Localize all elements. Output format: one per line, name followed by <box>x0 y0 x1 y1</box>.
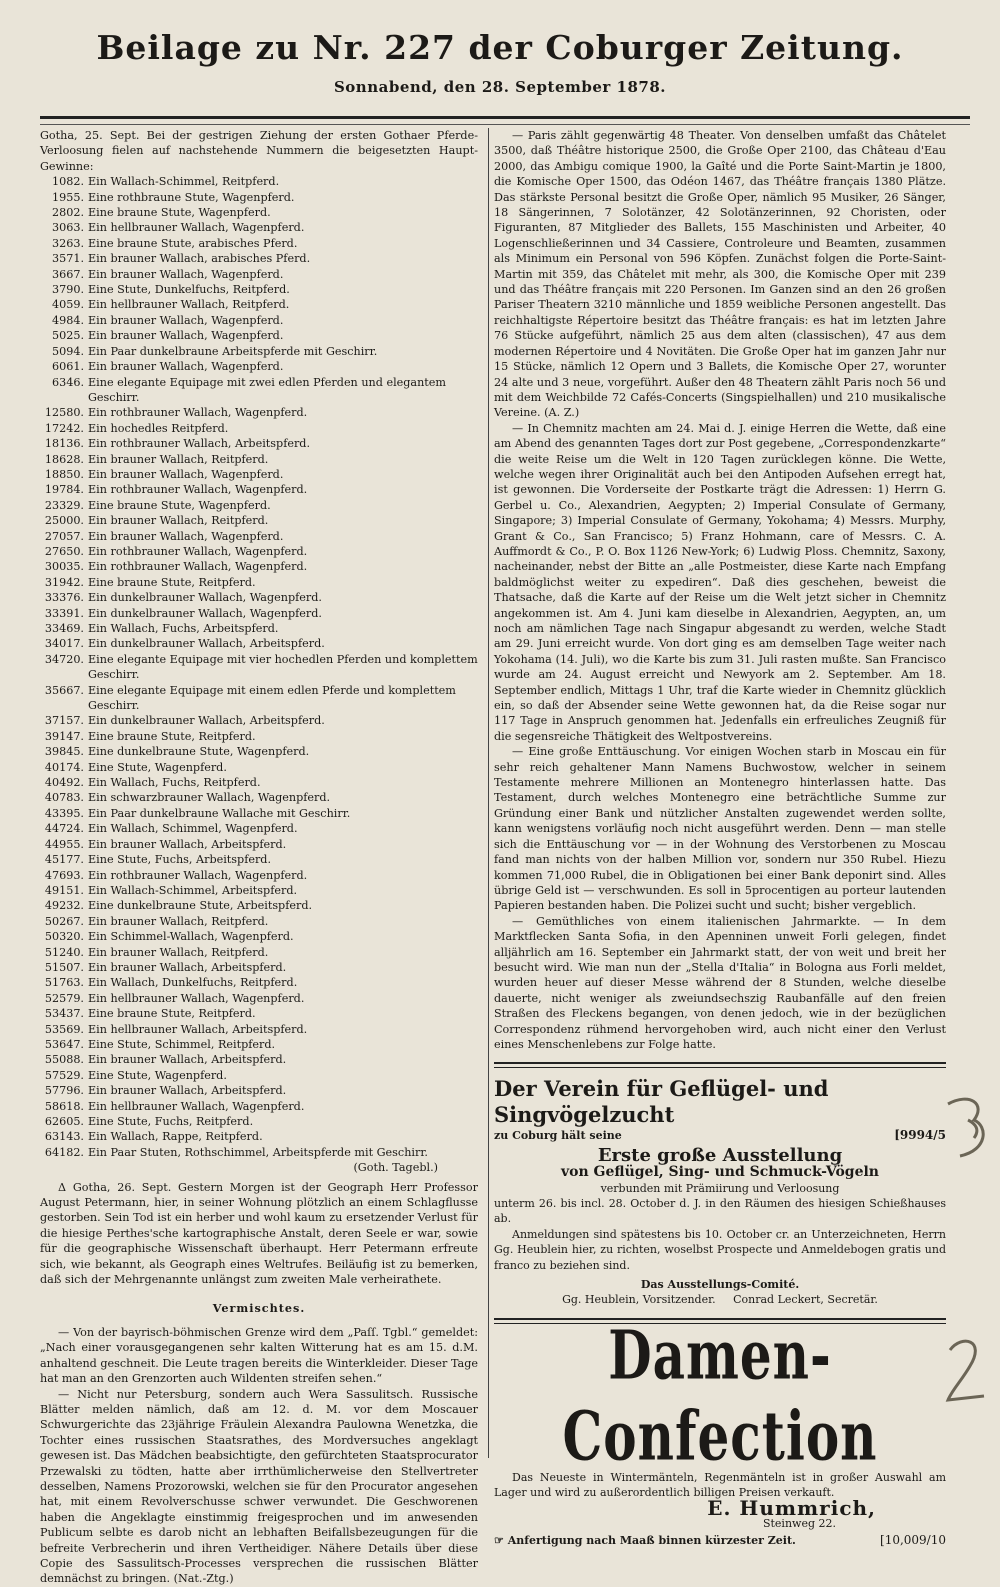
lottery-number: 2802. <box>51 206 84 220</box>
lottery-number: 17242. <box>44 421 84 435</box>
lottery-item <box>40 744 478 759</box>
lottery-number: 35667. <box>44 683 84 697</box>
lottery-number: 49151. <box>44 883 84 897</box>
lottery-prize: Ein brauner Wallach, Wagenpferd. <box>88 267 284 281</box>
article-italien-jahrmarkt: — Gemüthliches von einem italienischen Jahrmarkte. — In dem Marktflecken Santa Sofia, in den Apenninen unweit Forli gelegen, findet alljährlich am 16. September ein Jahrmarkt statt, der von weit und breit her besucht wird. Wie man nun der „Stella d'Italia“ in Bologna aus Forli meldet, wurden heuer auf dieser Messe während der 8 Stunden, welche dieselbe dauerte, nicht weniger als zweiundsechszig Raubanfälle auf den freien Straßen des Fleckens begangen, von denen jedoch, wie in der bezüglichen Correspondenz rühmend hervorgehoben wird, auch nicht einer den Verlust eines Menschenlebens zur Folge hatte. <box>494 914 946 1051</box>
ad-gefluegel-subhead: von Geflügel, Sing- und Schmuck-Vögeln <box>561 1164 879 1181</box>
ad-gefluegel-code: [9994/5 <box>894 1128 946 1143</box>
lottery-prize: Ein Wallach-Schimmel, Arbeitspferd. <box>88 883 298 897</box>
lottery-prize: Eine Stute, Fuchs, Arbeitspferd. <box>88 853 272 867</box>
lottery-prize: Ein brauner Wallach, Arbeitspferd. <box>88 1084 287 1098</box>
lottery-item <box>40 760 478 775</box>
lottery-prize: Ein brauner Wallach, Arbeitspferd. <box>88 1053 287 1067</box>
lottery-item <box>40 452 478 467</box>
lottery-number: 6061. <box>51 360 84 374</box>
lottery-item <box>40 636 478 651</box>
lottery-item <box>40 1083 478 1098</box>
lottery-item <box>40 236 478 251</box>
ad-gefluegel-sign: Das Ausstellungs-Comité. <box>640 1278 800 1292</box>
lottery-number: 3571. <box>51 252 84 266</box>
lottery-prize: Ein brauner Wallach, Wagenpferd. <box>88 313 284 327</box>
lottery-prize: Eine Stute, Fuchs, Reitpferd. <box>88 1115 254 1128</box>
lottery-item <box>40 790 478 805</box>
lottery-number: 3063. <box>51 221 84 235</box>
lottery-prize: Eine braune Stute, Wagenpferd. <box>88 206 271 220</box>
lottery-prize: Ein Paar dunkelbraune Arbeitspferde mit Geschirr. <box>88 344 378 358</box>
lottery-prize: Ein rothbrauner Wallach, Wagenpferd. <box>88 868 308 882</box>
right-column <box>494 128 946 1549</box>
lottery-item <box>40 945 478 960</box>
article-paris-theater: — Paris zählt gegenwärtig 48 Theater. Von denselben umfaßt das Châtelet 3500, daß Théâtre historique 2500, die Große Oper 2100, das Château d'Eau 2000, das Ambigu comique 1900, la Gaîté und die Porte Saint-Martin je 1800, die Komische Oper 1500, das Odéon 1467, das Théâtre français 1380 Plätze. Das stärkste Personal besitzt die Große Oper, nämlich 95 Musiker, 26 Sänger, 18 Sängerinnen, 7 Solotänzer, 42 Solotänzerinnen, 92 Choristen, oder Figuranten, 87 Mitglieder des Ballets, 155 Maschinisten und Arbeiter, 40 Logenschließerinnen und 34 Cassiere, Controleure und Beamten, zusammen als Minimum ein Personal von 596 Köpfen. Zunächst folgen die Porte-Saint-Martin mit 359, das Châtelet mit mehr, als 300, die Komische Oper mit 239 und das Théâtre français mit 220 Personen. Im Ganzen sind an den 26 großen Pariser Theatern 3210 männliche und 1859 weibliche Personen angestellt. Das reichhaltigste Répertoire besitzt das Théâtre français: es hat im letzten Jahre 76 Stücke aufgeführt, nämlich 25 aus dem alten (classischen), 47 aus dem modernen Répertoire und 4 Novitäten. Die Große Oper hat im ganzen Jahr nur 15 Stücke, nämlich 12 Opern und 3 Ballets, die Komische Oper 27, worunter 24 alte und 3 neue, vorgeführt. Außer den 48 Theatern zählt Paris noch 56 und mit dem Weichbilde 72 Cafés-Concerts (Singspielhallen) und 210 musikalische Vereine. (A. Z.) <box>494 129 946 420</box>
lottery-item <box>40 575 478 590</box>
lottery-item <box>40 467 478 482</box>
lottery-number: 34017. <box>44 637 84 651</box>
lottery-item <box>40 313 478 328</box>
lottery-item <box>40 898 478 913</box>
column-divider <box>488 128 489 1458</box>
lottery-item <box>40 482 478 497</box>
lottery-number: 52579. <box>44 991 84 1005</box>
lottery-item <box>40 1022 478 1037</box>
lottery-prize: Ein rothbrauner Wallach, Wagenpferd. <box>88 483 308 497</box>
lottery-number: 33391. <box>44 606 84 620</box>
lottery-item <box>40 544 478 559</box>
pencil-mark-top <box>940 1090 996 1170</box>
lottery-number: 50320. <box>44 930 84 944</box>
lottery-number: 64182. <box>44 1145 84 1159</box>
lottery-item <box>40 190 478 205</box>
ad-gefluegel-line3: unterm 26. bis incl. 28. October d. J. in den Räumen des hiesigen Schießhauses ab. <box>494 1197 946 1226</box>
lottery-number: 62605. <box>44 1115 84 1128</box>
lottery-number: 33469. <box>44 622 84 635</box>
lottery-prize: Ein Wallach, Schimmel, Wagenpferd. <box>88 822 298 836</box>
lottery-item <box>40 1099 478 1114</box>
ad-damen-address: Steinweg 22. <box>762 1517 836 1531</box>
ad-gefluegel-line2: verbunden mit Prämiirung und Verloosung <box>600 1181 840 1195</box>
lottery-number: 39845. <box>44 745 84 759</box>
ad-gefluegel-title: Der Verein für Geflügel- und Singvögelzucht <box>494 1076 829 1128</box>
ad-rule-1 <box>494 1062 946 1068</box>
lottery-number: 57796. <box>44 1084 84 1098</box>
lottery-item <box>40 297 478 312</box>
lottery-item <box>40 868 478 883</box>
lottery-prize: Ein Paar Stuten, Rothschimmel, Arbeitspferde mit Geschirr. <box>88 1145 428 1159</box>
lottery-item <box>40 1114 478 1129</box>
lottery-number: 40783. <box>44 791 84 805</box>
lottery-number: 53569. <box>44 1022 84 1036</box>
lottery-prize: Eine elegante Equipage mit vier hochedlen Pferden und komplettem Geschirr. <box>88 652 478 682</box>
lottery-item <box>40 174 478 189</box>
lottery-prize: Eine braune Stute, arabisches Pferd. <box>88 236 298 250</box>
lottery-prize: Eine dunkelbraune Stute, Wagenpferd. <box>88 745 310 759</box>
lottery-number: 40492. <box>44 776 84 790</box>
lottery-number: 31942. <box>44 575 84 589</box>
lottery-prize: Ein Wallach, Fuchs, Reitpferd. <box>88 776 261 790</box>
lottery-number: 1082. <box>51 175 84 189</box>
lottery-number: 45177. <box>44 853 84 867</box>
lottery-prize: Eine rothbraune Stute, Wagenpferd. <box>88 190 295 204</box>
ad-gefluegel-headline: Erste große Ausstellung <box>597 1144 843 1166</box>
lottery-item <box>40 775 478 790</box>
lottery-number: 63143. <box>44 1130 84 1144</box>
lottery-number: 12580. <box>44 406 84 420</box>
ad-damen-confection <box>494 1314 946 1549</box>
lottery-number: 51763. <box>44 976 84 990</box>
lottery-item <box>40 405 478 420</box>
lottery-item <box>40 559 478 574</box>
lottery-number: 5025. <box>51 329 84 343</box>
lottery-item <box>40 1052 478 1067</box>
lottery-item <box>40 1006 478 1021</box>
lottery-number: 1955. <box>51 190 84 204</box>
ad-damen-text: Das Neueste in Wintermänteln, Regenmänteln ist in großer Auswahl am Lager und wird zu außerordentlich billigen Preisen verkauft. <box>494 1470 946 1500</box>
lottery-prize: Ein brauner Wallach, Wagenpferd. <box>88 529 284 543</box>
lottery-prize: Ein rothbrauner Wallach, Arbeitspferd. <box>88 437 311 451</box>
section-heading-vermischtes: Vermischtes. <box>212 1301 306 1316</box>
lottery-number: 55088. <box>44 1053 84 1067</box>
lottery-item <box>40 821 478 836</box>
lottery-prize: Ein dunkelbrauner Wallach, Wagenpferd. <box>88 591 322 605</box>
lottery-prize: Ein brauner Wallach, arabisches Pferd. <box>88 252 311 266</box>
lottery-item <box>40 606 478 621</box>
ad-gefluegel-names: Gg. Heublein, Vorsitzender. Conrad Leckert, Secretär. <box>562 1293 878 1307</box>
lottery-number: 50267. <box>44 914 84 928</box>
masthead-rule <box>40 116 970 125</box>
lottery-number: 43395. <box>44 806 84 820</box>
lottery-prize: Ein Schimmel-Wallach, Wagenpferd. <box>88 930 294 944</box>
lottery-prize: Eine elegante Equipage mit zwei edlen Pferden und elegantem Geschirr. <box>88 375 447 404</box>
lottery-number: 18136. <box>44 437 84 451</box>
lottery-number: 30035. <box>44 560 84 574</box>
lottery-number: 6346. <box>51 375 84 389</box>
masthead-date: Sonnabend, den 28. September 1878. <box>333 78 667 96</box>
lottery-number: 49232. <box>44 899 84 913</box>
article-grenze: — Von der bayrisch-böhmischen Grenze wird dem „Paſſ. Tgbl.“ gemeldet: „Nach einer vorausgegangenen sehr kalten Witterung hat es am 15. d.M. anhaltend geschneit. Die Leute tragen bereits die Winterkleider. Dieser Tage hat man an den Grenzorten auch Wildenten streifen sehen.“ <box>40 1325 478 1386</box>
lottery-prize: Eine braune Stute, Wagenpferd. <box>88 498 271 512</box>
lottery-number: 51507. <box>44 960 84 974</box>
lottery-prize: Eine elegante Equipage mit einem edlen Pferde und komplettem Geschirr. <box>88 683 456 713</box>
lottery-prize: Ein Wallach-Schimmel, Reitpferd. <box>88 175 280 189</box>
lottery-item <box>40 421 478 436</box>
lottery-prize: Ein rothbrauner Wallach, Wagenpferd. <box>88 560 308 574</box>
left-column <box>40 128 478 1587</box>
lottery-number: 51240. <box>44 945 84 959</box>
lottery-item <box>40 205 478 220</box>
lottery-item <box>40 883 478 898</box>
lottery-prize: Eine Stute, Dunkelfuchs, Reitpferd. <box>88 283 290 297</box>
lottery-intro: Gotha, 25. Sept. Bei der gestrigen Ziehung der ersten Gothaer Pferde-Verloosung fielen auf nachstehende Nummern die beigesetzten Haupt-Gewinne: <box>40 129 478 173</box>
lottery-prize: Ein dunkelbrauner Wallach, Arbeitspferd. <box>88 714 325 728</box>
ad-damen-title: Damen-Confection <box>562 1314 878 1476</box>
lottery-prize: Ein Wallach, Fuchs, Arbeitspferd. <box>88 622 279 635</box>
lottery-prize: Eine braune Stute, Reitpferd. <box>88 729 256 743</box>
lottery-number: 18850. <box>44 467 84 481</box>
lottery-item <box>40 220 478 235</box>
lottery-number: 58618. <box>44 1099 84 1113</box>
pencil-mark-bottom <box>940 1330 996 1410</box>
lottery-prize: Eine Stute, Wagenpferd. <box>88 1068 227 1082</box>
lottery-number: 44724. <box>44 822 84 836</box>
lottery-prize: Ein hellbrauner Wallach, Arbeitspferd. <box>88 1022 308 1036</box>
lottery-number: 4059. <box>51 298 84 312</box>
lottery-number: 27057. <box>44 529 84 543</box>
lottery-number: 40174. <box>44 760 84 774</box>
lottery-prize: Ein brauner Wallach, Reitpferd. <box>88 452 269 466</box>
lottery-prize: Ein brauner Wallach, Wagenpferd. <box>88 360 284 374</box>
lottery-item <box>40 251 478 266</box>
lottery-number: 3667. <box>51 267 84 281</box>
lottery-number: 37157. <box>44 714 84 728</box>
ad-gefluegel <box>494 1076 946 1307</box>
lottery-prize: Ein hellbrauner Wallach, Wagenpferd. <box>88 221 305 235</box>
ad-gefluegel-line1 <box>494 1128 946 1143</box>
lottery-number: 3263. <box>51 236 84 250</box>
lottery-prize: Ein hellbrauner Wallach, Wagenpferd. <box>88 991 305 1005</box>
ad-gefluegel-intro: zu Coburg hält seine <box>494 1129 622 1143</box>
lottery-item <box>40 929 478 944</box>
lottery-number: 34720. <box>44 652 84 666</box>
lottery-item <box>40 914 478 929</box>
lottery-prize: Ein hellbrauner Wallach, Wagenpferd. <box>88 1099 305 1113</box>
lottery-prize: Eine braune Stute, Reitpferd. <box>88 575 256 589</box>
lottery-item <box>40 1068 478 1083</box>
lottery-item <box>40 359 478 374</box>
lottery-number: 18628. <box>44 452 84 466</box>
ad-damen-firm: E. Hummrich, <box>707 1495 876 1520</box>
lottery-item <box>40 852 478 867</box>
lottery-prize: Ein dunkelbrauner Wallach, Arbeitspferd. <box>88 637 325 651</box>
lottery-list <box>40 174 478 1160</box>
lottery-item <box>40 590 478 605</box>
ad-gefluegel-line4: Anmeldungen sind spätestens bis 10. October cr. an Unterzeichneten, Herrn Gg. Heublein hier, zu richten, woselbst Prospecte und Anmeldebogen gratis und franco zu beziehen sind. <box>494 1227 946 1272</box>
article-chemnitz-postkarte: — In Chemnitz machten am 24. Mai d. J. einige Herren die Wette, daß eine am Abend des genannten Tages dort zur Post gegebene, „Correspondenzkarte“ die weite Reise um die Welt in 120 Tagen zurücklegen könne. Die Wette, welche wegen ihrer Originalität auch bei den Antipoden Aufsehen erregt hat, ist gewonnen. Die Vorderseite der Postkarte trägt die Adressen: 1) Herrn G. Gerbel u. Co., Alexandrien, Aegypten; 2) Imperial Consulate of Germany, Singapore; 3) Imperial Consulate of Germany, Yokohama; 4) Messrs. Murphy, Grant & Co., San Francisco; 5) Franz Hohmann, care of Messrs. C. A. Auffmordt & Co., P. O. Box 1126 New-York; 6) Ludwig Ploss. Chemnitz, Saxony, nacheinander, nebst der Bitte an „alle Postmeister, diese Karte nach Empfang baldmöglichst weiter zu expediren“. Daß dies geschehen, beweist die Thatsache, daß die Karte auf der Reise um die Welt jetzt sicher in Chemnitz angekommen ist. Am 4. Juni kam dieselbe in Alexandrien, Aegypten, an, um noch am nämlichen Tage nach Singapur abgesandt zu werden, welche Stadt am 29. Juni erreicht wurde. Von dort ging es am demselben Tage weiter nach Yokohama (14. Juli), wo die Karte bis zum 31. Juli rasten mußte. San Francisco wurde am 24. August erreicht und Newyork am 2. September. Am 18. September endlich, Mittags 1 Uhr, traf die Karte wieder in Chemnitz glücklich ein, so daß der Absender seine Wette gewonnen hat, da die Reise sogar nur 117 Tage in Anspruch genommen hat. Jedenfalls ein erfreuliches Zeugniß für die segensreiche Thätigkeit des Weltpostvereins. <box>494 421 946 743</box>
lottery-prize: Eine Stute, Schimmel, Reitpferd. <box>88 1037 276 1051</box>
lottery-item <box>40 436 478 451</box>
ad-damen-code: [10,009/10 <box>880 1533 946 1548</box>
lottery-item <box>40 713 478 728</box>
lottery-item <box>40 991 478 1006</box>
lottery-prize: Ein Wallach, Rappe, Reitpferd. <box>88 1130 263 1144</box>
lottery-item <box>40 513 478 528</box>
lottery-prize: Ein brauner Wallach, Reitpferd. <box>88 514 269 528</box>
lottery-prize: Ein hochedles Reitpferd. <box>88 421 229 435</box>
lottery-prize: Ein brauner Wallach, Arbeitspferd. <box>88 960 287 974</box>
lottery-number: 27650. <box>44 544 84 558</box>
article-moscau-enttaeuschung: — Eine große Enttäuschung. Vor einigen Wochen starb in Moscau ein für sehr reich gehaltener Mann Namens Buchwostow, welcher in seinem Testamente mehrere Millionen an Montenegro hinterlassen hatte. Das Testament, durch welches Montenegro eine beträchtliche Summe zur Gründung einer Bank und nützlicher Anstalten zugewendet werden sollte, kann wenigstens vorläufig noch nicht ausgeführt werden. Denn — man stelle sich die Enttäuschung vor — in der Wohnung des Verstorbenen zu Moscau fand man nichts von der halben Million vor, sondern nur 350 Rubel. Hiezu kommen 71,000 Rubel, die in Obligationen bei einer Bank deponirt sind. Alles übrige Geld ist — verschwunden. Es soll in 5procentigen au porteur lautenden Papieren bestanden haben. Die Polizei sucht und sucht; bisher vergeblich. <box>494 745 946 913</box>
lottery-prize: Ein rothbrauner Wallach, Wagenpferd. <box>88 544 308 558</box>
ad-damen-footer: ☞ Anfertigung nach Maaß binnen kürzester Zeit. <box>494 1534 796 1548</box>
lottery-item <box>40 1037 478 1052</box>
lottery-number: 23329. <box>44 498 84 512</box>
lottery-prize: Ein brauner Wallach, Arbeitspferd. <box>88 837 287 851</box>
lottery-item <box>40 683 478 714</box>
lottery-item <box>40 529 478 544</box>
lottery-prize: Ein brauner Wallach, Reitpferd. <box>88 945 269 959</box>
source-gotha-tageblatt: (Goth. Tagebl.) <box>353 1161 438 1175</box>
lottery-number: 53647. <box>44 1037 84 1051</box>
lottery-item <box>40 498 478 513</box>
lottery-item <box>40 837 478 852</box>
lottery-number: 3790. <box>51 283 84 297</box>
lottery-number: 44955. <box>44 837 84 851</box>
lottery-item <box>40 267 478 282</box>
masthead-title: Beilage zu Nr. 227 der Coburger Zeitung. <box>96 28 904 67</box>
lottery-prize: Ein hellbrauner Wallach, Reitpferd. <box>88 298 290 312</box>
article-sassulitsch: — Nicht nur Petersburg, sondern auch Wera Sassulitsch. Russische Blätter melden nämlich, daß am 12. d. M. vor dem Moscauer Schwurgerichte das 23jährige Fräulein Alexandra Paulowna Wenetzka, die Tochter eines russischen Staatsrathes, des Mordversuches angeklagt gewesen ist. Das Mädchen beabsichtigte, den gefürchteten Staatsprocurator Przewalski zu tödten, hatte aber irrthümlicherweise den Stellvertreter desselben, Namens Prozorowski, welchen sie für den Procurator angesehen hat, mit einem Revolverschusse schwer verwundet. Die Geschworenen haben die Angeklagte einstimmig freigesprochen und im anwesenden Publicum selbte es darob nicht an lebhaften Beifallsbezeugungen für die befreite Verbrecherin und ihren Vertheidiger. Nähere Details über diese Copie des Sassulitsch-Processes versprechen die russischen Blätter demnächst zu bringen. (Nat.-Ztg.) <box>40 1387 478 1586</box>
lottery-item <box>40 344 478 359</box>
lottery-prize: Ein Paar dunkelbraune Wallache mit Geschirr. <box>88 806 351 820</box>
lottery-prize: Ein brauner Wallach, Reitpferd. <box>88 914 269 928</box>
lottery-item <box>40 1145 478 1160</box>
lottery-item <box>40 806 478 821</box>
lottery-item <box>40 729 478 744</box>
lottery-number: 33376. <box>44 591 84 605</box>
article-petermann: Δ Gotha, 26. Sept. Gestern Morgen ist der Geograph Herr Professor August Petermann, hier, in seiner Wohnung plötzlich an einem Schlagflusse gestorben. Sein Tod ist ein herber und wohl kaum zu ersetzender Verlust für die hiesige Perthes'sche kartographische Anstalt, deren Seele er war, sowie für die geographische Wissenschaft überhaupt. Herr Petermann erfreute sich, wie bekannt, als Geograph eines Weltrufes. Beiläufig ist zu bemerken, daß sich der Mehrgenannte unlängst zum zweiten Male verheirathete. <box>40 1180 478 1287</box>
lottery-prize: Ein rothbrauner Wallach, Wagenpferd. <box>88 406 308 420</box>
lottery-number: 57529. <box>44 1068 84 1082</box>
lottery-number: 39147. <box>44 729 84 743</box>
lottery-item <box>40 328 478 343</box>
lottery-item <box>40 282 478 297</box>
lottery-prize: Eine Stute, Wagenpferd. <box>88 760 227 774</box>
lottery-prize: Ein schwarzbrauner Wallach, Wagenpferd. <box>88 791 331 805</box>
lottery-item <box>40 960 478 975</box>
lottery-prize: Ein brauner Wallach, Wagenpferd. <box>88 329 284 343</box>
lottery-prize: Ein brauner Wallach, Wagenpferd. <box>88 467 284 481</box>
lottery-number: 5094. <box>51 344 84 358</box>
lottery-number: 47693. <box>44 868 84 882</box>
lottery-item <box>40 375 478 406</box>
lottery-item <box>40 975 478 990</box>
ad-damen-footer-line <box>494 1533 946 1548</box>
lottery-number: 53437. <box>44 1007 84 1021</box>
lottery-number: 4984. <box>51 313 84 327</box>
lottery-number: 25000. <box>44 514 84 528</box>
lottery-prize: Ein Wallach, Dunkelfuchs, Reitpferd. <box>88 976 298 990</box>
lottery-item <box>40 652 478 683</box>
lottery-number: 19784. <box>44 483 84 497</box>
lottery-item <box>40 1129 478 1144</box>
lottery-item <box>40 621 478 636</box>
lottery-prize: Eine braune Stute, Reitpferd. <box>88 1007 256 1021</box>
lottery-prize: Ein dunkelbrauner Wallach, Wagenpferd. <box>88 606 322 620</box>
lottery-prize: Eine dunkelbraune Stute, Arbeitspferd. <box>88 899 313 913</box>
